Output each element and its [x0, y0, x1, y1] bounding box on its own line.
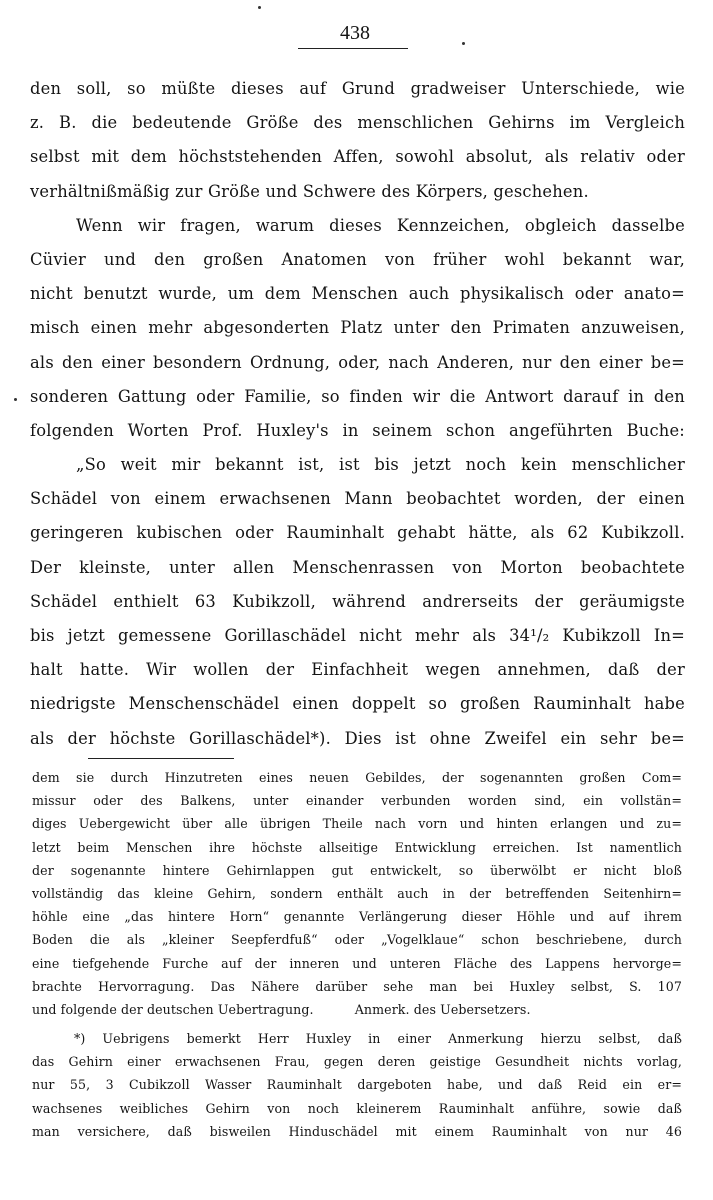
body-line: nicht benutzt wurde, um dem Menschen auch physikalisch oder anato=: [30, 284, 685, 304]
body-line: bis jetzt gemessene Gorillaschädel nicht mehr als 34¹/₂ Kubikzoll In=: [30, 626, 685, 645]
footnote-line: vollständig das kleine Gehirn, sondern enthält auch in der betreffenden Seitenhirn=: [32, 885, 682, 901]
footnote-line: man versichere, daß bisweilen Hinduschädel mit einem Rauminhalt von nur 46: [32, 1123, 682, 1139]
footnote-line: nur 55, 3 Cubikzoll Wasser Rauminhalt dargeboten habe, und daß Reid ein er=: [32, 1077, 682, 1093]
header-rule: [298, 48, 408, 49]
footnote-line: wachsenes weibliches Gehirn von noch kleinerem Rauminhalt anführe, sowie daß: [32, 1100, 682, 1116]
body-line: z. B. die bedeutende Größe des menschlichen Gehirns im Vergleich: [30, 113, 685, 133]
body-line: „So weit mir bekannt ist, ist bis jetzt noch kein menschlicher: [76, 455, 685, 475]
body-line: halt hatte. Wir wollen der Einfachheit wegen annehmen, daß der: [30, 660, 685, 680]
footnote-line: diges Uebergewicht über alle übrigen Theile nach vorn und hinten erlangen und zu=: [32, 816, 682, 832]
body-line: Schädel von einem erwachsenen Mann beobachtet worden, der einen: [30, 489, 685, 509]
footnote-line: und folgende der deutschen Uebertragung. Anmerk. des Uebersetzers.: [32, 1001, 531, 1017]
footnote-line: eine tiefgehende Furche auf der inneren und unteren Fläche des Lappens hervorge=: [32, 955, 682, 971]
footnote-line: das Gehirn einer erwachsenen Frau, gegen deren geistige Gesundheit nichts vorlag,: [32, 1054, 682, 1070]
print-speck: [14, 398, 17, 401]
body-line: folgenden Worten Prof. Huxley's in seinem schon angeführten Buche:: [30, 420, 685, 440]
body-line: niedrigste Menschenschädel einen doppelt so großen Rauminhalt habe: [30, 694, 685, 714]
footnote-line: missur oder des Balkens, unter einander verbunden worden sind, ein vollstän=: [32, 793, 682, 809]
print-speck: [258, 6, 261, 9]
body-line: Cüvier und den großen Anatomen von früher wohl bekannt war,: [30, 249, 685, 269]
footnote-line: der sogenannte hintere Gehirnlappen gut entwickelt, so überwölbt er nicht bloß: [32, 862, 682, 878]
body-line: als den einer besondern Ordnung, oder, nach Anderen, nur den einer be=: [30, 352, 685, 372]
footnote-line: dem sie durch Hinzutreten eines neuen Gebildes, der sogenannten großen Com=: [32, 770, 682, 785]
footnote-line: *) Uebrigens bemerkt Herr Huxley in einer Anmerkung hierzu selbst, daß: [74, 1031, 682, 1047]
body-line: geringeren kubischen oder Rauminhalt gehabt hätte, als 62 Kubikzoll.: [30, 523, 685, 543]
body-line: verhältnißmäßig zur Größe und Schwere des Körpers, geschehen.: [30, 181, 589, 201]
body-line: misch einen mehr abgesonderten Platz unter den Primaten anzuweisen,: [30, 318, 685, 338]
body-line: selbst mit dem höchststehenden Affen, sowohl absolut, als relativ oder: [30, 147, 685, 167]
footnote-line: höhle eine „das hintere Horn“ genannte Verlängerung dieser Höhle und auf ihrem: [32, 909, 682, 925]
body-line: den soll, so müßte dieses auf Grund gradweiser Unterschiede, wie: [30, 79, 685, 98]
footnote-line: Boden die als „kleiner Seepferdfuß“ oder „Vogelklaue“ schon beschriebene, durch: [32, 932, 682, 948]
body-line: Schädel enthielt 63 Kubikzoll, während andrerseits der geräumigste: [30, 591, 685, 611]
main-text: [30, 72, 685, 756]
footnote-rule: [88, 758, 234, 759]
body-line: Wenn wir fragen, warum dieses Kennzeichen, obgleich dasselbe: [76, 215, 685, 235]
footnotes: [32, 766, 682, 1143]
body-line: als der höchste Gorillaschädel*). Dies ist ohne Zweifel ein sehr be=: [30, 728, 685, 748]
body-line: sonderen Gattung oder Familie, so finden wir die Antwort darauf in den: [30, 386, 685, 406]
body-line: Der kleinste, unter allen Menschenrassen von Morton beobachtete: [30, 557, 685, 577]
page-number: 438: [340, 22, 370, 44]
footnote-line: brachte Hervorragung. Das Nähere darüber sehe man bei Huxley selbst, S. 107: [32, 978, 682, 994]
footnote-line: letzt beim Menschen ihre höchste allseitige Entwicklung erreichen. Ist namentlich: [32, 839, 682, 855]
print-speck: [462, 42, 465, 45]
